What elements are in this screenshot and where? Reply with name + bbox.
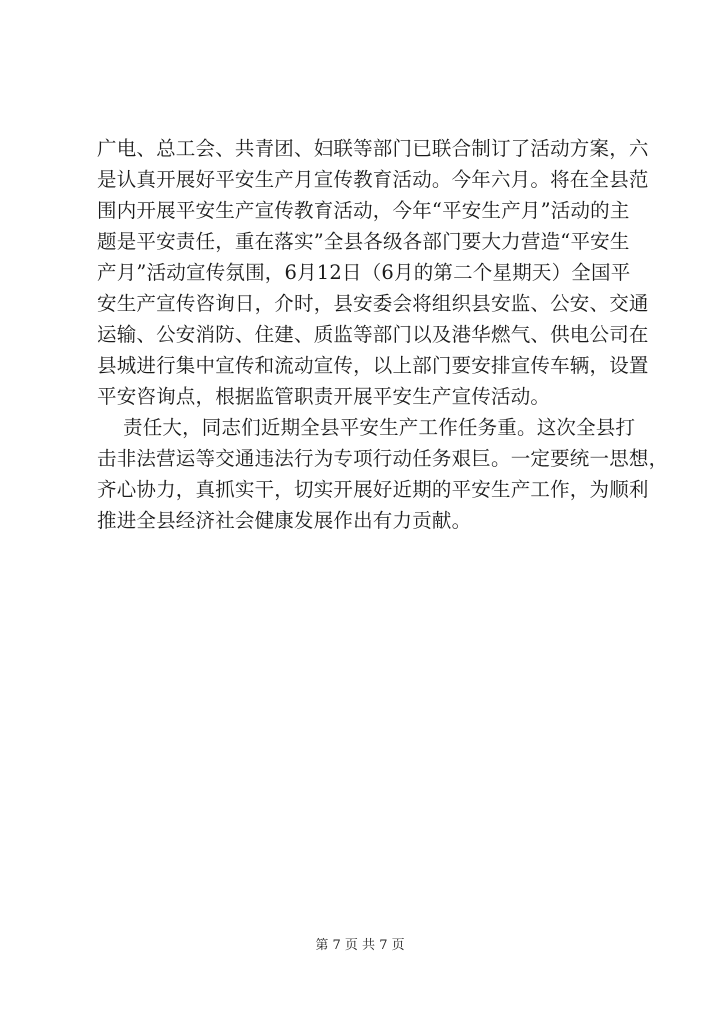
- paragraph-2-line-3: 齐心协力，真抓实干，切实开展好近期的平安生产工作，为顺利: [97, 478, 649, 501]
- paragraph-1-line-1: 广电、总工会、共青团、妇联等部门已联合制订了活动方案，六: [97, 137, 649, 160]
- paragraph-1-line-7: 运输、公安消防、住建、质监等部门以及港华燃气、供电公司在: [97, 323, 649, 346]
- paragraph-1-line-4: 题是平安责任，重在落实”全县各级各部门要大力营造“平安生: [97, 230, 630, 253]
- paragraph-2-line-1: 责任大，同志们近期全县平安生产工作任务重。这次全县打: [123, 416, 636, 439]
- paragraph-1-line-5: 产月”活动宣传氛围，6月12日（6月的第二个星期天）全国平: [97, 261, 631, 284]
- paragraph-1-line-9: 平安咨询点，根据监管职责开展平安生产宣传活动。: [97, 385, 551, 408]
- paragraph-1-line-2: 是认真开展好平安生产月宣传教育活动。今年六月。将在全县范: [97, 168, 649, 191]
- paragraph-1-line-8: 县城进行集中宣传和流动宣传，以上部门要安排宣传车辆，设置: [97, 354, 649, 377]
- paragraph-1-line-3: 围内开展平安生产宣传教育活动，今年“平安生产月”活动的主: [97, 199, 630, 222]
- paragraph-2-line-4: 推进全县经济社会健康发展作出有力贡献。: [97, 509, 472, 532]
- page-number-footer: 第 7 页 共 7 页: [315, 938, 405, 953]
- paragraph-1-line-6: 安生产宣传咨询日，介时，县安委会将组织县安监、公安、交通: [97, 292, 649, 315]
- paragraph-2-line-2: 击非法营运等交通违法行为专项行动任务艰巨。一定要统一思想，: [97, 447, 669, 470]
- document-body: [97, 133, 669, 536]
